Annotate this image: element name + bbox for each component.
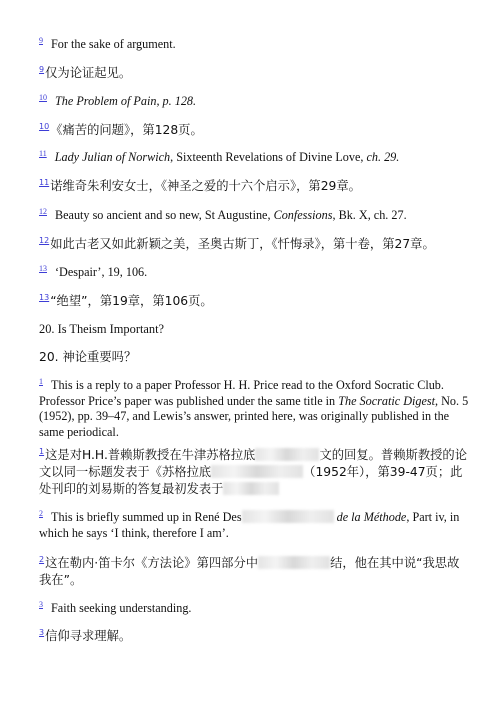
footnote-ref-3[interactable]: 3 [39, 599, 43, 609]
section-footnote-2-zh: $^2$这在勒内·笛卡尔《方法论》第四部分中 结，他在其中说“我思故我在”。 [39, 554, 460, 587]
footnote-9-zh: $^9$仅为论证起见。 [39, 64, 132, 80]
footnote-ref-2[interactable]: 2 [39, 554, 45, 564]
footnote-9-en: $^9$ For the sake of argument. [39, 35, 176, 51]
footnote-10-zh: $^{10}$《痛苦的问题》，第128页。 [39, 121, 203, 137]
footnote-ref-1[interactable]: 1 [39, 376, 43, 386]
footnote-ref-9[interactable]: 9 [39, 35, 43, 45]
footnote-ref-10[interactable]: 10 [39, 92, 47, 102]
footnote-ref-11[interactable]: 11 [39, 148, 47, 158]
footnote-ref-2[interactable]: 2 [39, 508, 43, 518]
footnote-12-en: $^{12}$ Beauty so ancient and so new, St Augustine, Confessions, Bk. X, ch. 27. [39, 206, 407, 222]
section-footnote-3-zh: $^3$信仰寻求理解。 [39, 627, 132, 643]
redaction-blur [211, 465, 303, 478]
section-title-en: 20. Is Theism Important? [39, 322, 165, 336]
footnote-ref-12[interactable]: 12 [39, 206, 47, 216]
footnote-ref-10[interactable]: 10 [39, 121, 50, 131]
section-footnote-1-zh: $^1$这是对H.H.普赖斯教授在牛津苏格拉底 文的回复。普赖斯教授的论文以同一标题发表于《苏格拉底 （1952年），第39-47页；此处刊印的刘易斯的答复最初发表于 [39, 446, 468, 496]
footnote-13-en: $^{13}$ ‘Despair’, 19, 106. [39, 263, 148, 279]
footnote-ref-13[interactable]: 13 [39, 263, 47, 273]
section-footnote-1-en: $^1$ This is a reply to a paper Professor H. H. Price read to the Oxford Socratic Club. Professor Price’s paper was published under the same title in The Socratic Digest, No. 5 (1952), pp. 39–47, and Lewis’s answer, printed here, was originally published in the same periodical. [39, 376, 469, 439]
footnote-11-zh: $^{11}$诺维奇朱利安女士，《神圣之爱的十六个启示》，第29章。 [39, 177, 361, 193]
footnote-12-zh: $^{12}$如此古老又如此新颖之美，圣奥古斯丁，《忏悔录》，第十卷，第27章。 [39, 235, 435, 251]
footnote-ref-12[interactable]: 12 [39, 235, 50, 245]
footnote-ref-9[interactable]: 9 [39, 64, 45, 74]
redaction-blur [255, 448, 319, 461]
footnote-11-en: $^{11}$ Lady Julian of Norwich, Sixteenth Revelations of Divine Love, ch. 29. [39, 148, 400, 164]
section-title-zh: 20. 神论重要吗？ [39, 350, 137, 364]
footnote-10-en: $^{10}$ The Problem of Pain, p. 128. [39, 92, 197, 108]
redaction-blur [242, 510, 334, 523]
footnote-ref-11[interactable]: 11 [39, 177, 50, 187]
redaction-blur [258, 556, 330, 569]
redaction-blur [223, 482, 279, 495]
section-footnote-2-en: $^2$ This is briefly summed up in René Des de la Méthode, Part iv, in which he says ‘I think, therefore I am’. [39, 508, 460, 540]
section-footnote-3-en: $^3$ Faith seeking understanding. [39, 599, 192, 615]
footnote-ref-3[interactable]: 3 [39, 627, 45, 637]
footnote-ref-1[interactable]: 1 [39, 446, 45, 456]
footnote-ref-13[interactable]: 13 [39, 292, 50, 302]
footnote-13-zh: $^{13}$“绝望”，第19章，第106页。 [39, 292, 213, 308]
